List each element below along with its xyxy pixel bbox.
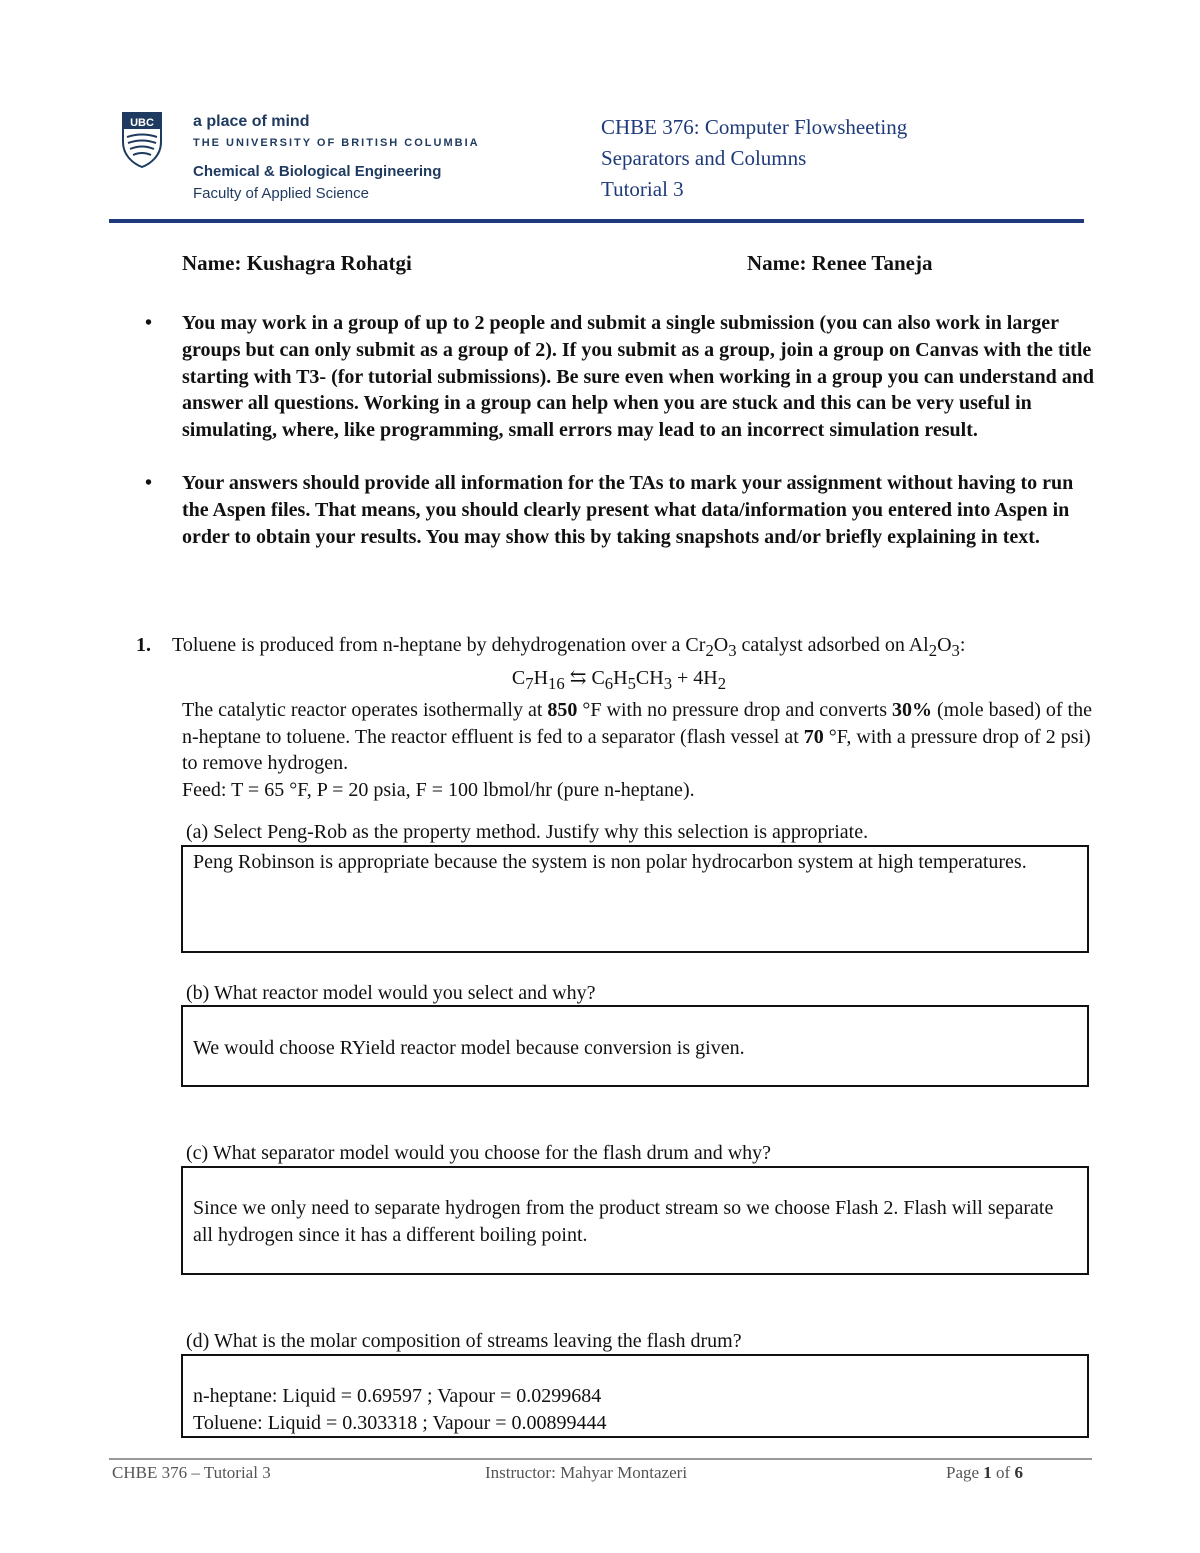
faculty-name: Faculty of Applied Science bbox=[193, 185, 369, 202]
part-b-answer: We would choose RYield reactor model because conversion is given. bbox=[193, 1037, 745, 1059]
bullet-icon: • bbox=[145, 312, 153, 334]
tutorial-label: Tutorial 3 bbox=[601, 177, 684, 201]
question-1 bbox=[136, 632, 1096, 804]
part-a-answer: Peng Robinson is appropriate because the system is non polar hydrocarbon system at high temperatures. bbox=[193, 851, 1027, 873]
part-d-answer-line-1: n-heptane: Liquid = 0.69597 ; Vapour = 0.0299684 bbox=[193, 1385, 602, 1407]
svg-text:UBC: UBC bbox=[130, 117, 154, 129]
feed-conditions: Feed: T = 65 °F, P = 20 psia, F = 100 lbmol/hr (pure n-heptane). bbox=[182, 778, 695, 801]
part-b-question: (b) What reactor model would you select and why? bbox=[186, 982, 596, 1004]
student-name-2: Name: Renee Taneja bbox=[747, 251, 933, 275]
page-number: Page 1 of 6 bbox=[946, 1463, 1023, 1482]
question-intro: Toluene is produced from n-heptane by dehydrogenation over a $Cr_2O_3$ catalyst adsorbed on $Al_2O_3$: bbox=[172, 634, 966, 660]
footer-instructor: Instructor: Mahyar Montazeri bbox=[485, 1463, 688, 1482]
ubc-crest-logo bbox=[122, 112, 162, 168]
part-a-question: (a) Select Peng-Rob as the property method. Justify why this selection is appropriate. bbox=[186, 821, 869, 843]
part-c-answer: Since we only need to separate hydrogen from the product stream so we choose Flash 2. Flash will separate all hydrogen since it has a different boiling point. bbox=[193, 1197, 1054, 1246]
part-d-answer-box[interactable] bbox=[181, 1354, 1089, 1438]
header-divider bbox=[109, 219, 1084, 223]
instructions-list bbox=[140, 310, 1095, 576]
part-d-answer-line-2: Toluene: Liquid = 0.303318 ; Vapour = 0.00899444 bbox=[193, 1411, 607, 1434]
ubc-wordmark bbox=[193, 112, 480, 204]
bullet-icon: • bbox=[145, 471, 153, 494]
part-d-question: (d) What is the molar composition of streams leaving the flash drum? bbox=[186, 1330, 742, 1352]
course-header bbox=[601, 112, 907, 205]
course-topic: Separators and Columns bbox=[601, 146, 807, 170]
question-number: 1. bbox=[136, 634, 151, 656]
part-c-question: (c) What separator model would you choose for the flash drum and why? bbox=[186, 1142, 772, 1164]
course-title: CHBE 376: Computer Flowsheeting bbox=[601, 115, 908, 139]
reaction-equation: $C_7H_{16}$ ⇆ $C_6H_5CH_3 + 4H_2$ bbox=[511, 666, 727, 693]
part-c-answer-box[interactable] bbox=[181, 1166, 1089, 1275]
ubc-university-name: THE UNIVERSITY OF BRITISH COLUMBIA bbox=[193, 137, 480, 149]
department-name: Chemical & Biological Engineering bbox=[193, 163, 442, 180]
instruction-item: • Your answers should provide all information for the TAs to mark your assignment without having to run the Aspen files. That means, you should clearly present what data/information you entered into Aspen in order to obtain your results. You may show this by taking snapshots and/or briefly explaining in text. bbox=[145, 471, 1074, 548]
student-name-1: Name: Kushagra Rohatgi bbox=[182, 251, 412, 275]
part-b-answer-box[interactable] bbox=[181, 1005, 1089, 1087]
part-a-answer-box[interactable] bbox=[181, 845, 1089, 953]
ubc-tagline: a place of mind bbox=[193, 113, 310, 130]
problem-statement: The catalytic reactor operates isothermally at 850 °F with no pressure drop and converts 30% (mole based) of the n-heptane to toluene. The reactor effluent is fed to a separator (flash vessel at 70 °F, with a pressure drop of 2 psi) to remove hydrogen. bbox=[182, 699, 1092, 775]
footer-divider bbox=[109, 1458, 1092, 1460]
instruction-item: • You may work in a group of up to 2 people and submit a single submission (you can also work in larger groups but can only submit as a group of 2). If you submit as a group, join a group on Canvas with the title starting with T3- (for tutorial submissions). Be sure even when working in a group you can understand and answer all questions. Working in a group can help when you are stuck and this can be very useful in simulating, where, like programming, small errors may lead to an incorrect simulation result. bbox=[145, 312, 1094, 442]
footer-course: CHBE 376 – Tutorial 3 bbox=[112, 1463, 271, 1482]
